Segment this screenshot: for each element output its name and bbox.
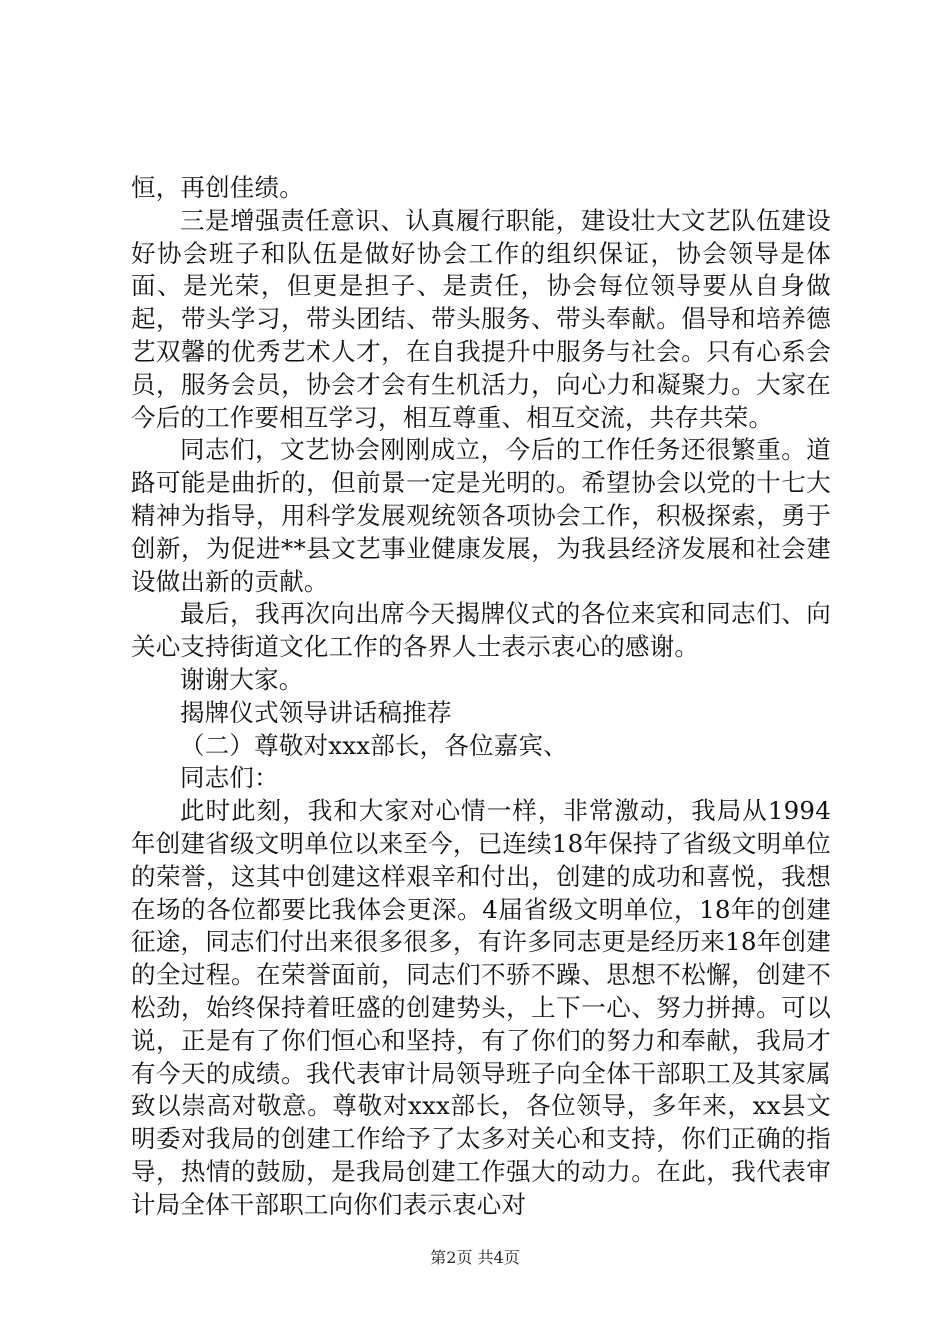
paragraph-thank-you: 谢谢大家。 — [180, 664, 304, 694]
document-body — [131, 172, 831, 1222]
paragraph-responsibility: 三是增强责任意识、认真履行职能，建设壮大文艺队伍建设好协会班子和队伍是做好协会工作的组织保证，协会领导是体面、是光荣，但更是担子、是责任，协会每位领导要从自身做起，带头学习，带头团结、带头服务、带头奉献。倡导和培养德艺双馨的优秀艺术人才，在自我提升中服务与社会。只有心系会员，服务会员，协会才会有生机活力，向心力和凝聚力。大家在今后的工作要相互学习，相互尊重、相互交流，共存共荣。 — [131, 205, 831, 432]
section-salutation: （二）尊敬对xxx部长，各位嘉宾、 — [180, 730, 568, 760]
section-title: 揭牌仪式领导讲话稿推荐 — [180, 697, 452, 727]
paragraph-speech-body: 此时此刻，我和大家对心情一样，非常激动，我局从1994年创建省级文明单位以来至今，已连续18年保持了省级文明单位的荣誉，这其中创建这样艰辛和付出，创建的成功和喜悦，我想在场的各位都要比我体会更深。4届省级文明单位，18年的创建征途，同志们付出来很多很多，有许多同志更是经历来18年创建的全过程。在荣誉面前，同志们不骄不躁、思想不松懈，创建不松劲，始终保持着旺盛的创建势头，上下一心、努力拼搏。可以说，正是有了你们恒心和坚持，有了你们的努力和奉献，我局才有今天的成绩。我代表审计局领导班子向全体干部职工及其家属致以崇高对敬意。尊敬对xxx部长，各位领导，多年来，xx县文明委对我局的创建工作给予了太多对关心和支持，你们正确的指导，热情的鼓励，是我局创建工作强大的动力。在此，我代表审计局全体干部职工向你们表示衷心对 — [131, 796, 831, 1219]
paragraph-thanks-guests: 最后，我再次向出席今天揭牌仪式的各位来宾和同志们、向关心支持街道文化工作的各界人士表示衷心的感谢。 — [131, 599, 831, 662]
page-number-footer: 第2页 共4页 — [430, 1248, 520, 1267]
paragraph-comrades: 同志们，文艺协会刚刚成立，今后的工作任务还很繁重。道路可能是曲折的，但前景一定是光明的。希望协会以党的十七大精神为指导，用科学发展观统领各项协会工作，积极探索，勇于创新，为促进**县文艺事业健康发展，为我县经济发展和社会建设做出新的贡献。 — [131, 435, 831, 596]
paragraph-continuation: 恒，再创佳绩。 — [131, 173, 304, 202]
salutation-comrades: 同志们： — [180, 763, 279, 793]
